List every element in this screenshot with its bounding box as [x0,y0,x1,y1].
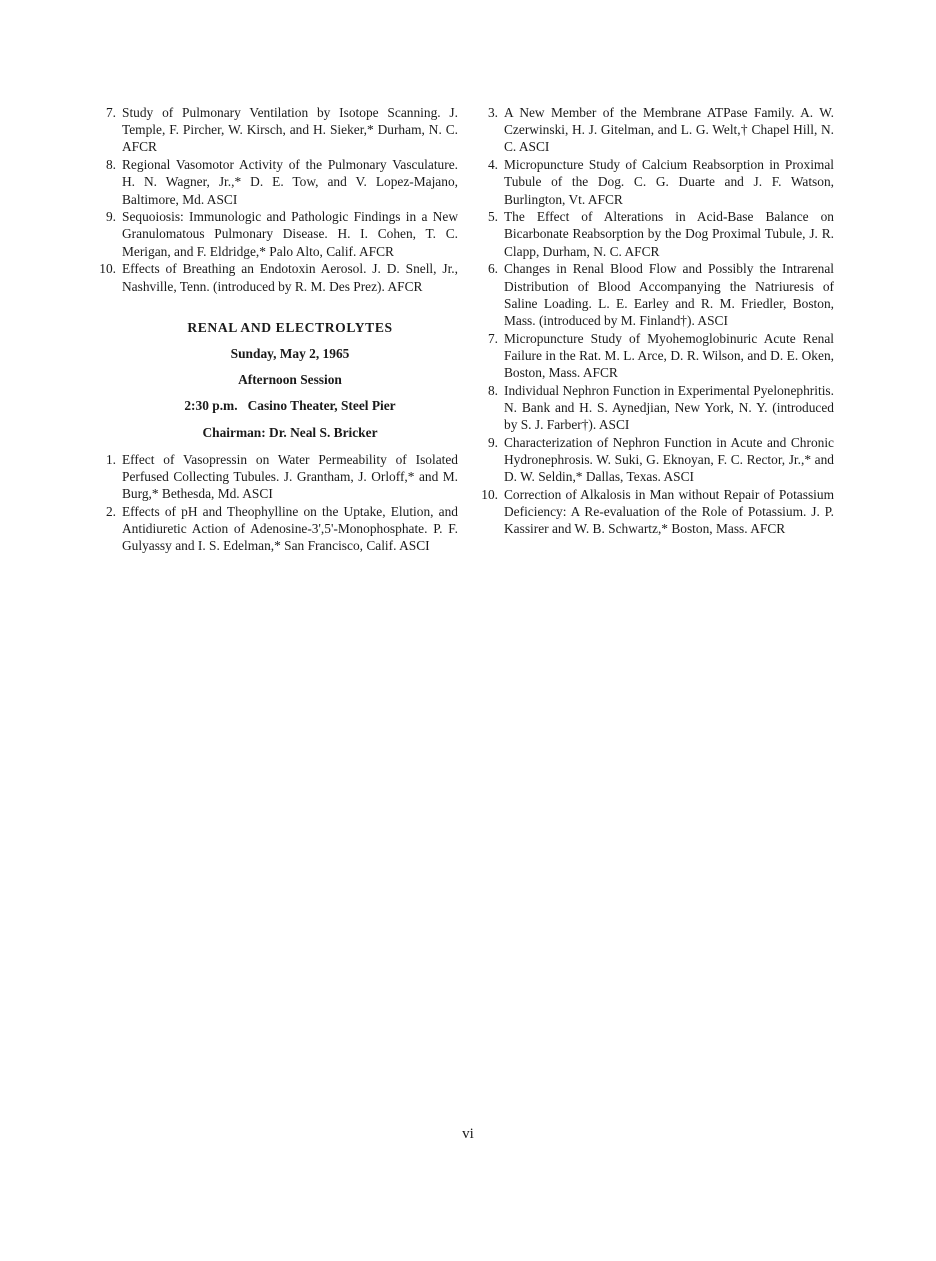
item-text: Regional Vasomotor Activity of the Pulmonary Vasculature. H. N. Wagner, Jr.,* D. E. Tow, and V. Lopez-Majano, Baltimore, Md. ASCI [122,157,458,207]
list-item [96,208,458,260]
item-number: 10. [481,486,498,502]
list-item [96,104,458,156]
list-item [96,260,458,294]
list-item [478,330,834,382]
page-number: vi [462,1126,474,1142]
item-number: 9. [105,209,116,225]
item-text: Effects of pH and Theophylline on the Uptake, Elution, and Antidiuretic Action of Adenosine-3',5'-Monophosphate. P. F. Gulyassy and I. S. Edelman,* San Francisco, Calif. ASCI [122,503,458,554]
list-item [96,156,458,208]
list-item [478,382,834,434]
item-text: Correction of Alkalosis in Man without Repair of Potassium Deficiency: A Re-evaluation of the Role of Potassium. J. P. Kassirer and W. B. Schwartz,* Boston, Mass. AFCR [504,486,834,537]
item-text: Changes in Renal Blood Flow and Possibly the Intrarenal Distribution of Blood Accompanying the Natriuresis of Saline Loading. L. E. Earley and R. M. Friedler, Boston, Mass. (introduced by M. Finland†). ASCI [504,261,834,328]
item-text: Study of Pulmonary Ventilation by Isotope Scanning. J. Temple, F. Pircher, W. Kirsch, and H. Sieker,* Durham, N. C. AFCR [122,105,458,155]
item-text: Characterization of Nephron Function in Acute and Chronic Hydronephrosis. W. Suki, G. Eknoyan, F. C. Rector, Jr.,* and D. W. Seldin,* Dallas, Texas. ASCI [504,434,834,485]
list-item [478,156,834,208]
item-number: 6. [487,261,498,277]
item-text: A New Member of the Membrane ATPase Family. A. W. Czerwinski, H. J. Gitelman, and L. G. Welt,† Chapel Hill, N. C. ASCI [504,105,834,155]
item-number: 5. [487,209,498,225]
item-number: 8. [105,157,116,173]
item-text: Micropuncture Study of Myohemoglobinuric Acute Renal Failure in the Rat. M. L. Arce, D. R. Wilson, and D. E. Oken, Boston, Mass. AFCR [504,330,834,381]
session-name: Afternoon Session [238,372,342,388]
item-text: Effects of Breathing an Endotoxin Aerosol. J. D. Snell, Jr., Nashville, Tenn. (introduced by R. M. Des Prez). AFCR [122,261,458,294]
item-number: 4. [487,157,498,173]
item-text: The Effect of Alterations in Acid-Base Balance on Bicarbonate Reabsorption by the Dog Proximal Tubule, J. R. Clapp, Durham, N. C. AFCR [504,209,834,259]
item-number: 2. [105,503,116,519]
item-text: Individual Nephron Function in Experimental Pyelonephritis. N. Bank and H. S. Aynedjian, New York, N. Y. (introduced by S. J. Farber†). ASCI [504,382,834,433]
item-number: 10. [99,261,116,277]
list-item [478,486,834,538]
item-number: 7. [105,105,116,120]
item-text: Micropuncture Study of Calcium Reabsorption in Proximal Tubule of the Dog. C. G. Duarte and J. F. Watson, Burlington, Vt. AFCR [504,157,834,207]
item-number: 3. [487,105,498,120]
list-item [478,434,834,486]
session-date: Sunday, May 2, 1965 [230,345,350,361]
list-item [96,451,458,503]
item-text: Sequoiosis: Immunologic and Pathologic Findings in a New Granulomatous Pulmonary Disease. H. I. Cohen, T. C. Merigan, and F. Eldridge,* Palo Alto, Calif. AFCR [122,209,458,259]
list-item [478,104,834,156]
list-item [96,503,458,555]
section-title: RENAL AND ELECTROLYTES [187,319,393,335]
list-item [478,208,834,260]
session-chairman: Chairman: Dr. Neal S. Bricker [202,424,378,440]
list-item [478,260,834,329]
item-number: 8. [487,382,498,398]
item-number: 1. [105,451,116,467]
item-number: 9. [487,434,498,450]
item-text: Effect of Vasopressin on Water Permeability of Isolated Perfused Collecting Tubules. J. Grantham, J. Orloff,* and M. Burg,* Bethesda, Md. ASCI [122,451,458,502]
right-column [478,104,834,538]
session-time-place: 2:30 p.m. Casino Theater, Steel Pier [184,398,396,414]
left-column [96,104,458,555]
item-number: 7. [487,330,498,346]
